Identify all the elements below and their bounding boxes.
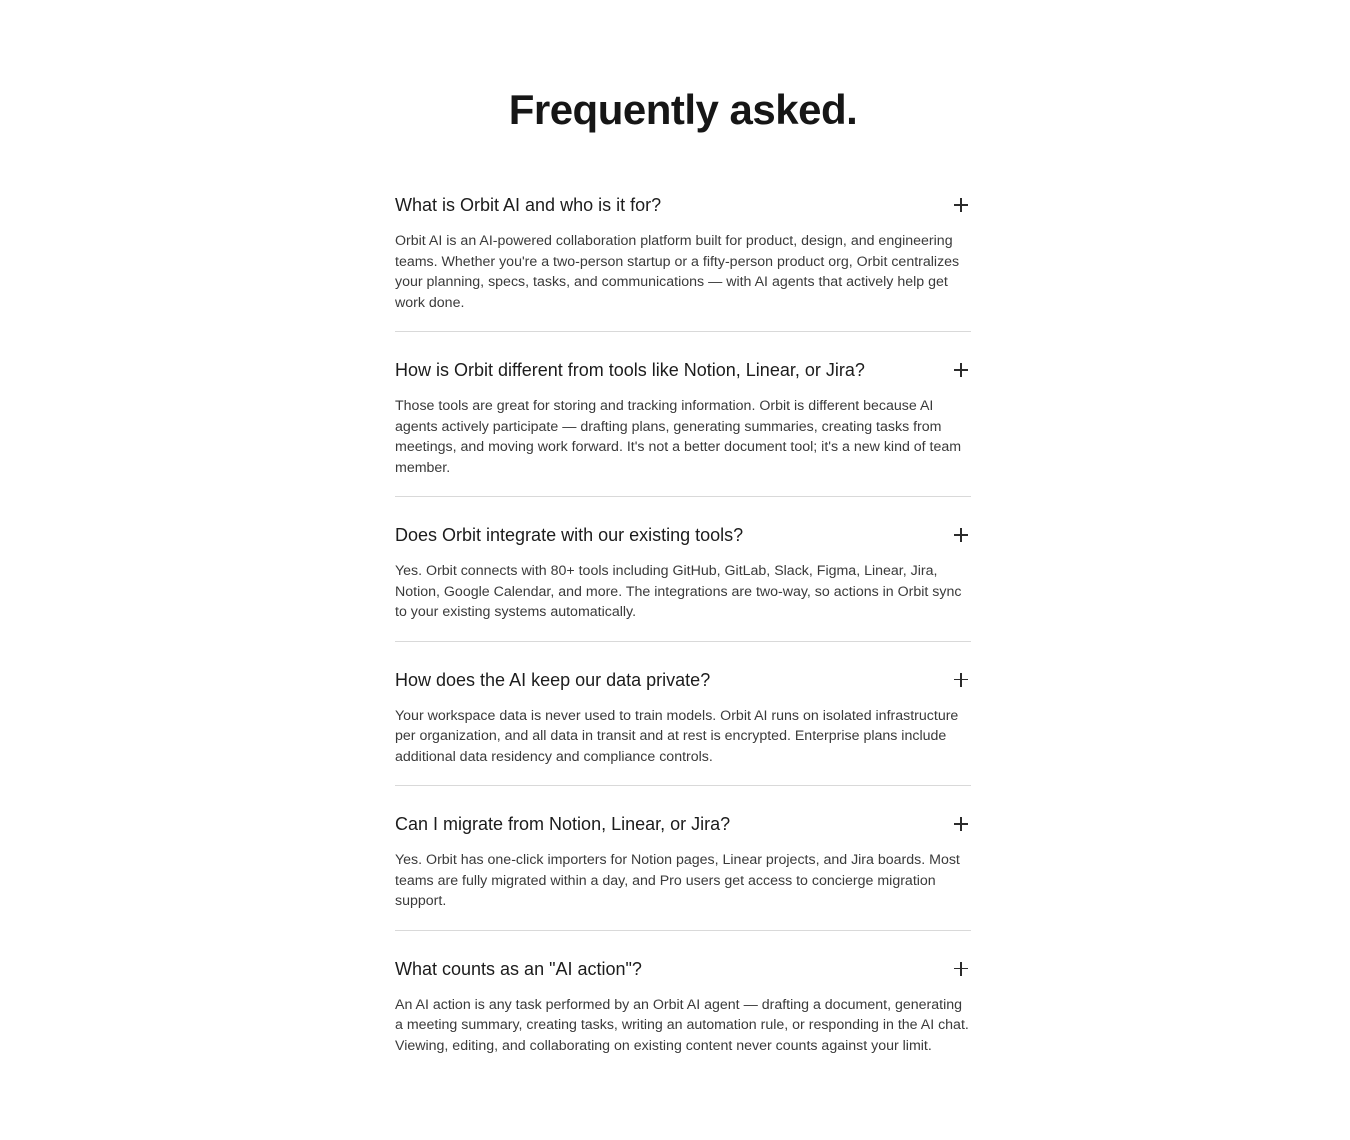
faq-question: Does Orbit integrate with our existing tools? xyxy=(395,525,744,545)
plus-icon[interactable] xyxy=(954,673,968,687)
faq-toggle-5[interactable] xyxy=(395,804,971,844)
faq-question: How is Orbit different from tools like Notion, Linear, or Jira? xyxy=(395,360,865,380)
faq-item-3 xyxy=(395,515,971,642)
faq-question: What counts as an "AI action"? xyxy=(395,958,642,979)
faq-answer: Orbit AI is an AI-powered collaboration platform built for product, design, and engineering teams. Whether you're a two-person startup or a fifty-person product org, Orbit centralizes your planning, specs, tasks, and communications — with AI agents that actively help get work done. xyxy=(395,233,960,311)
faq-toggle-1[interactable] xyxy=(395,185,971,225)
faq-answer: Yes. Orbit connects with 80+ tools including GitHub, GitLab, Slack, Figma, Linear, Jira, Notion, Google Calendar, and more. The integrations are two-way, so actions in Orbit sync to your existing systems automatically. xyxy=(395,563,962,620)
plus-icon[interactable] xyxy=(954,198,968,212)
faq-list xyxy=(395,185,971,1092)
faq-item-5 xyxy=(395,804,971,931)
faq-toggle-2[interactable] xyxy=(395,350,971,390)
faq-answer: Those tools are great for storing and tracking information. Orbit is different because AI agents actively participate — drafting plans, generating summaries, creating tasks from meetings, and moving work forward. It's not a better document tool; it's a new kind of team member. xyxy=(395,398,962,476)
faq-answer: An AI action is any task performed by an Orbit AI agent — drafting a document, generating a meeting summary, creating tasks, writing an automation rule, or responding in the AI chat. Viewing, editing, and collaborating on existing content never counts against your limit. xyxy=(395,996,969,1054)
faq-question: What is Orbit AI and who is it for? xyxy=(395,195,662,215)
plus-icon[interactable] xyxy=(954,528,968,542)
faq-toggle-3[interactable] xyxy=(395,515,971,555)
section-title: Frequently asked. xyxy=(508,86,858,133)
plus-icon[interactable] xyxy=(954,363,968,377)
faq-item-4 xyxy=(395,660,971,787)
faq-question: How does the AI keep our data private? xyxy=(395,669,711,690)
faq-question: Can I migrate from Notion, Linear, or Jira? xyxy=(395,814,731,834)
plus-icon[interactable] xyxy=(954,962,968,976)
plus-icon[interactable] xyxy=(954,817,968,831)
faq-item-1 xyxy=(395,185,971,332)
faq-answer: Yes. Orbit has one-click importers for Notion pages, Linear projects, and Jira boards. Most teams are fully migrated within a day, and Pro users get access to concierge migration support. xyxy=(395,852,960,909)
faq-toggle-6[interactable] xyxy=(395,949,971,989)
faq-answer: Your workspace data is never used to train models. Orbit AI runs on isolated infrastructure per organization, and all data in transit and at rest is encrypted. Enterprise plans include additional data residency and compliance controls. xyxy=(395,707,959,765)
faq-toggle-4[interactable] xyxy=(395,660,971,700)
faq-item-6 xyxy=(395,949,971,1075)
faq-item-2 xyxy=(395,350,971,497)
